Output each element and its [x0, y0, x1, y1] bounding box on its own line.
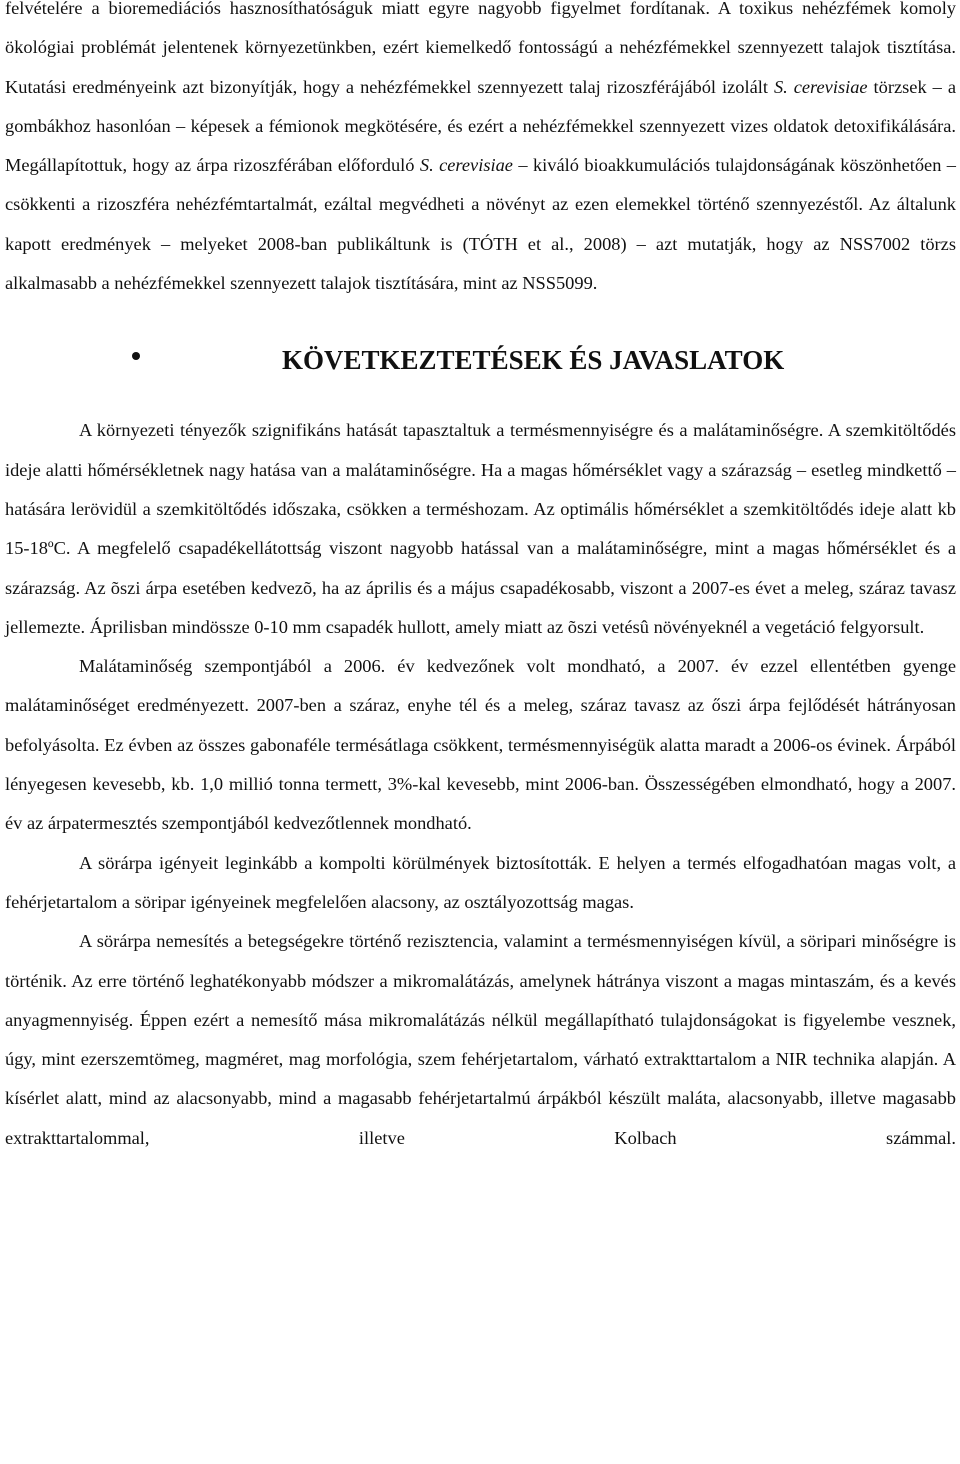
intro-text-3: – kiváló bioakkumulációs tulajdonságának köszönhetően – csökkenti a rizoszféra nehézfémtartalmát, ezáltal megvédheti a növényt az ezen elemekkel történő szennyezéstől. Az általunk kapott eredmények – melyeket 2008-ban publikáltunk is (TÓTH et al., 2008) – azt mutatják, hogy az NSS7002 törzs alkalmasabb a nehézfémekkel szennyezett talajok tisztítására, mint az NSS5099.: [5, 155, 956, 294]
species-name-1: S. cerevisiae: [773, 76, 868, 97]
body-paragraph-2: Malátaminőség szempontjából a 2006. év kedvezőnek volt mondható, a 2007. év ezzel ellentétben gyenge malátaminőséget eredményezett. 2007-ben a száraz, enyhe tél és a meleg, száraz tavasz az őszi árpa fejlődését hátrányosan befolyásolta. Ez évben az összes gabonaféle termésátlaga csökkent, termésmennyiségük alatta maradt a 2006-os évinek. Árpából lényegesen kevesebb, kb. 1,0 millió tonna termett, 3%-kal kevesebb, mint 2006-ban. Összességében elmondható, hogy a 2007. év az árpatermesztés szempontjából kedvezőtlennek mondható.: [5, 656, 956, 834]
intro-paragraph: [5, 0, 956, 303]
body-paragraph-4: A sörárpa nemesítés a betegségekre történő rezisztencia, valamint a termésmennyiségen kívül, a söripari minőségre is történik. Az erre történő leghatékonyabb módszer a mikromalátázás, amelynek hátránya viszont a magas mintaszám, és a kevés anyagmennyiség. Éppen ezért a nemesítő mása mikromalátázás nélkül megállapítható tulajdonságokat is figyelembe vesznek, úgy, mint ezerszemtömeg, magméret, mag morfológia, szem fehérjetartalom, várható extrakttartalom a NIR technika alapján. A kísérlet alatt, mind az alacsonyabb, mind a magasabb fehérjetartalmú árpákból készült maláta, alacsonyabb, illetve magasabb extrakttartalommal, illetve Kolbach számmal.: [5, 931, 956, 1148]
section-heading-row: [5, 342, 956, 386]
bullet-icon: [132, 352, 140, 360]
body-paragraph-1: A környezeti tényezők szignifikáns hatását tapasztaltuk a termésmennyiségre és a malátaminőségre. A szemkitöltődés ideje alatti hőmérsékletnek nagy hatása van a malátaminőségre. Ha a magas hőmérséklet vagy a szárazság – esetleg mindkettő – hatására lerövidül a szemkitöltődés időszaka, csökken a terméshozam. Az optimális hőmérséklet a szemkitöltődés ideje alatt kb 15-18ºC. A megfelelő csapadékellátottság viszont nagyobb hatással van a malátaminőségre, mint a magas hőmérséklet és a szárazság. Az õszi árpa esetében kedvezõ, ha az április és a május csapadékosabb, viszont a 2007-es évet a meleg, száraz tavasz jellemezte. Áprilisban mindössze 0-10 mm csapadék hullott, amely miatt az õszi vetésû növényeknél a vegetáció felgyorsult.: [5, 420, 956, 637]
species-name-2: S. cerevisiae: [419, 155, 513, 176]
intro-text-2: törzsek – a gombákhoz hasonlóan – képesek a fémionok megkötésére, és ezért a nehézfémekkel szennyezett vizes oldatok detoxifikálására. Megállapítottuk, hogy az árpa rizoszférában előforduló: [5, 76, 956, 176]
section-heading: KÖVETKEZTETÉSEK ÉS JAVASLATOK: [282, 345, 785, 376]
intro-text-1: felvételére a bioremediációs hasznosíthatóságuk miatt egyre nagyobb figyelmet fordítanak. A toxikus nehézfémek komoly ökológiai problémát jelentenek környezetünkben, ezért kiemelkedő fontosságú a nehézfémekkel szennyezett talajok tisztítása. Kutatási eredményeink azt bizonyítják, hogy a nehézfémekkel szennyezett talaj rizoszférájából izolált: [5, 0, 956, 97]
body-paragraph-3: A sörárpa igényeit leginkább a kompolti körülmények biztosították. E helyen a termés elfogadhatóan magas volt, a fehérjetartalom a söripar igényeinek megfelelően alacsony, az osztályozottság magas.: [5, 852, 956, 912]
